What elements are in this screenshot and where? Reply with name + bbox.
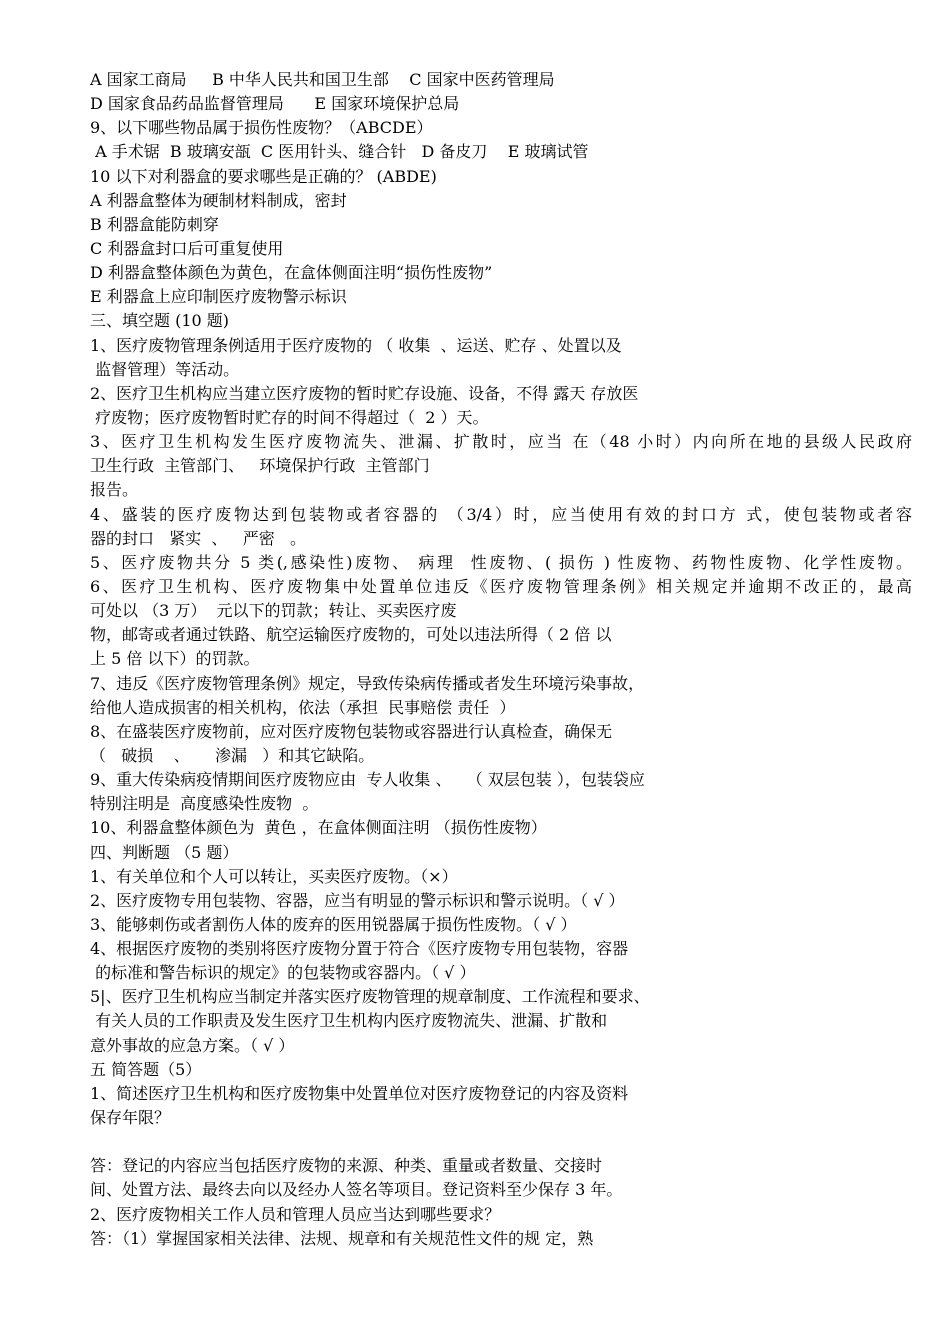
text-line: 1、有关单位和个人可以转让，买卖医疗废物。（×） <box>90 866 458 886</box>
text-line: B 利器盒能防刺穿 <box>90 214 219 234</box>
text-line: （ 破损 、 渗漏 ）和其它缺陷。 <box>90 745 375 765</box>
text-line: 给他人造成损害的相关机构，依法（承担 民事赔偿 责任 ） <box>90 697 516 717</box>
text-line: 意外事故的应急方案。（ √ ） <box>90 1035 295 1055</box>
text-line: 1、医疗废物管理条例适用于医疗废物的 （ 收集 、运送、贮存 、处置以及 <box>90 335 622 355</box>
text-line: 3、能够刺伤或者割伤人体的废弃的医用锐器属于损伤性废物。（ √ ） <box>90 914 577 934</box>
text-line: 器的封口 紧实 、 严密 。 <box>90 528 306 548</box>
text-line: 9、重大传染病疫情期间医疗废物应由 专人收集 、 （ 双层包装 ），包装袋应 <box>90 770 645 790</box>
text-line: 的标准和警告标识的规定》的包装物或容器内。（ √ ） <box>90 963 476 983</box>
text-line: D 国家食品药品监督管理局 E 国家环境保护总局 <box>90 94 460 114</box>
text-line: 2、医疗卫生机构应当建立医疗废物的暂时贮存设施、设备，不得 露天 存放医 <box>90 383 639 403</box>
text-line: 可处以 （3 万） 元以下的罚款；转让、买卖医疗废 <box>90 601 457 621</box>
text-line: 答：登记的内容应当包括医疗废物的来源、种类、重量或者数量、交接时 <box>90 1156 603 1176</box>
text-line: 6、医疗卫生机构、医疗废物集中处置单位违反《医疗废物管理条例》相关规定并逾期不改正的，最高 <box>90 576 912 596</box>
text-line: 间、处置方法、最终去向以及经办人签名等项目。登记资料至少保存 3 年。 <box>90 1180 623 1200</box>
text-line: E 利器盒上应印制医疗废物警示标识 <box>90 287 347 307</box>
document-page <box>90 68 912 1251</box>
text-line: 特别注明是 高度感染性废物 。 <box>90 794 319 814</box>
text-line: 物，邮寄或者通过铁路、航空运输医疗废物的，可处以违法所得（ 2 倍 以 <box>90 625 612 645</box>
text-line: 卫生行政 主管部门、 环境保护行政 主管部门 <box>90 456 430 476</box>
text-line: D 利器盒整体颜色为黄色，在盒体侧面注明“损伤性废物” <box>90 263 493 283</box>
text-line: 2、医疗废物专用包装物、容器，应当有明显的警示标识和警示说明。（ √ ） <box>90 890 625 910</box>
question-line: 9、以下哪些物品属于损伤性废物？（ABCDE） <box>90 118 433 138</box>
text-line: 3、医疗卫生机构发生医疗废物流失、泄漏、扩散时，应当 在（48 小时）内向所在地的县级人民政府 <box>90 432 912 452</box>
text-line: 答：（1）掌握国家相关法律、法规、规章和有关规范性文件的规 定，熟 <box>90 1228 594 1248</box>
text-line: A 利器盒整体为硬制材料制成，密封 <box>90 190 347 210</box>
text-line: A 国家工商局 B 中华人民共和国卫生部 C 国家中医药管理局 <box>90 70 555 89</box>
blank-line <box>90 1130 912 1154</box>
text-line: 监督管理）等活动。 <box>90 359 240 379</box>
text-line: 报告。 <box>90 480 139 500</box>
text-line: 4、根据医疗废物的类别将医疗废物分置于符合《医疗废物专用包装物，容器 <box>90 939 629 959</box>
text-line: 4、盛装的医疗废物达到包装物或者容器的 （3/4）时，应当使用有效的封口方 式，使包装物或者容 <box>90 504 912 524</box>
text-line: 5、医疗废物共分 5 类(,感染性)废物、 病理 性废物、( 损伤 ) 性废物、药物性废物、化学性废物。 <box>90 552 912 572</box>
section-heading: 三、填空题 (10 题) <box>90 311 230 331</box>
text-line: 上 5 倍 以下）的罚款。 <box>90 649 260 669</box>
text-line: 有关人员的工作职责及发生医疗卫生机构内医疗废物流失、泄漏、扩散和 <box>90 1011 608 1031</box>
text-line: 8、在盛装医疗废物前，应对医疗废物包装物或容器进行认真检查，确保无 <box>90 721 613 741</box>
text-line: 2、医疗废物相关工作人员和管理人员应当达到哪些要求？ <box>90 1204 501 1224</box>
text-line: C 利器盒封口后可重复使用 <box>90 238 284 258</box>
text-line: 1、简述医疗卫生机构和医疗废物集中处置单位对医疗废物登记的内容及资料 <box>90 1083 629 1103</box>
text-line: A 手术锯 B 玻璃安瓿 C 医用针头、缝合针 D 备皮刀 E 玻璃试管 <box>90 142 589 162</box>
text-line: 疗废物；医疗废物暂时贮存的时间不得超过（ 2 ）天。 <box>90 407 489 427</box>
question-line: 10 以下对利器盒的要求哪些是正确的？ (ABDE) <box>90 166 437 186</box>
section-heading: 五 简答题（5） <box>90 1059 202 1079</box>
text-line: 保存年限？ <box>90 1108 171 1128</box>
text-line: 10、利器盒整体颜色为 黄色 ，在盒体侧面注明 （损伤性废物） <box>90 818 547 838</box>
text-line: 5|、医疗卫生机构应当制定并落实医疗废物管理的规章制度、工作流程和要求、 <box>90 987 650 1007</box>
text-line: 7、违反《医疗废物管理条例》规定，导致传染病传播或者发生环境污染事故， <box>90 673 645 693</box>
section-heading: 四、判断题 （5 题） <box>90 842 239 862</box>
